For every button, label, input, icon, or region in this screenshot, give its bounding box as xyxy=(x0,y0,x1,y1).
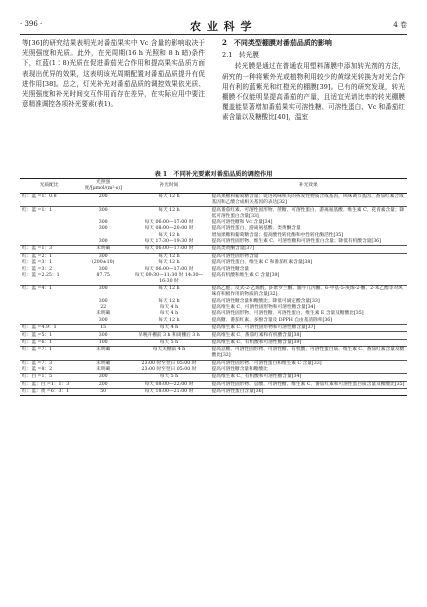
cell-supplement-effect: 提高可溶性固形物含量 xyxy=(210,253,407,260)
cell-supplement-effect: 提高维生素 C、番茄红素和有机酸含量[38] xyxy=(210,332,407,339)
cell-supplement-time: 每天 4 h xyxy=(159,305,179,311)
left-column xyxy=(22,38,205,109)
cell-supplement-effect: 提高可溶性固形物、可溶性糖、可溶性蛋白、维生素 E 含量及糖酸比[35] xyxy=(211,311,364,317)
cell-supplement-time: 每天 5 h xyxy=(128,374,209,381)
cell-light-quality: 红：蓝 =2：1 xyxy=(20,253,78,260)
table-row xyxy=(20,286,407,299)
cell-light-intensity: 300 xyxy=(78,253,128,260)
page-header xyxy=(20,18,407,32)
table-row xyxy=(20,194,407,207)
cell-light-intensity: 300 xyxy=(98,239,108,245)
section-heading: 2 不同类型棚膜对番茄品质的影响 xyxy=(222,38,332,47)
cell-light-intensity: 300 xyxy=(98,219,108,225)
table-row xyxy=(20,325,407,332)
cell-light-quality xyxy=(20,318,78,325)
cell-supplement-time: 每天 4 h xyxy=(159,311,179,317)
table-row xyxy=(20,360,407,367)
cell-supplement-time: 每天 06:00—17:00 时 xyxy=(144,266,194,272)
journal-title: 农 业 科 学 xyxy=(190,20,253,33)
table-row xyxy=(20,246,407,253)
cell-supplement-effect: 提高可溶性糖含量和糖酸比；降低可滴定酸含量[33] xyxy=(211,298,320,304)
cell-supplement-time: 每天 17:30—19:30 时 xyxy=(144,239,194,245)
cell-light-intensity: 300 xyxy=(98,226,108,232)
cell-supplement-effect: 提高糖、番茄红素、多酚含量及 DPPH 自由基清除率[36] xyxy=(211,317,333,323)
cell-supplement-time: 23:00 时至翌日 05:00 时 xyxy=(128,360,209,367)
cell-light-quality: 红：白 =1：5 xyxy=(20,374,78,381)
table-row xyxy=(20,239,407,246)
cell-light-intensity: 300 xyxy=(98,298,108,304)
regulation-table xyxy=(20,178,407,396)
cell-supplement-effect: 提高乙醛、反式-2-乙烯醛、β-紫罗兰酮、髓牛儿丙酮、6-甲基-5-庚烯-2-酮、2-苯乙醇等对风味有积极作用的物质的含量[32] xyxy=(210,286,407,299)
table-row xyxy=(20,332,407,339)
cell-light-quality: 红：蓝 =1：1 xyxy=(20,207,78,220)
header-supplement-time: 补光时间 xyxy=(128,179,209,194)
cell-light-quality: 红：蓝 =1：3 xyxy=(20,246,78,253)
table-header-row xyxy=(20,179,407,194)
cell-light-quality: 红：蓝 =3：1 xyxy=(22,260,53,266)
table-row xyxy=(20,347,407,360)
cell-light-quality: 红：蓝 =7：3 xyxy=(20,360,78,367)
cell-light-intensity: 100 xyxy=(78,339,128,346)
cell-supplement-effect: 提高可溶性糖含量和糖酸比 xyxy=(211,367,268,373)
cell-supplement-effect: 提高维生素 C、有机酸和可溶性糖含量[39] xyxy=(210,339,407,346)
table-row xyxy=(20,318,407,325)
cell-light-intensity: 未明确 xyxy=(78,360,128,367)
cell-supplement-time: 每天 12 h xyxy=(158,260,180,266)
cell-light-quality: 红：蓝：黄 =6：3：1 xyxy=(20,389,78,396)
right-column xyxy=(222,38,405,123)
cell-supplement-effect: 提高可溶性固形物、维生素 C、可溶性糖和可溶性蛋白含量；降低有机酸含量[36] xyxy=(211,239,381,245)
cell-light-intensity: 未明确 xyxy=(96,311,111,317)
left-paragraph: 等[36]的研究结果表明光对番茄果实中 Vc 含量的影响取决于光照强度和光质。此外，在光周期(16 h 光照和 8 h 暗)条件下，红蓝(1∶8)光质在促进番茄光合作用和提高果实品质方面表现出优异的效果，这表明该光周期配置对番茄品质提升有促进作用[38]。总之，灯光补光对番茄品质的调控效果依光质、光照强度和补光时间交互作用而存在差异，在实际应用中要注意精准调控各项补光要素(表1)。 xyxy=(22,39,205,109)
cell-supplement-effect: 提高可溶性蛋白含量[36] xyxy=(210,389,407,396)
cell-supplement-time: 每天 12 h xyxy=(158,317,180,323)
cell-supplement-effect: 提高维生素 C、可溶性固形物和可溶性糖含量[37] xyxy=(210,325,407,332)
cell-light-intensity: 未明确 xyxy=(78,246,128,253)
cell-supplement-effect: 提高总糖、可溶性固形物、可溶性糖、有机酸、可溶性蛋白质、维生素 C、番茄红素含量及糖酸比[32] xyxy=(210,347,407,360)
cell-supplement-effect: 提高番茄红素、可溶性固形物、蔗糖、可溶性蛋白、游离氨基酸、维生素 C、花青素含量；降低可溶性蛋白含量[33] xyxy=(210,207,407,220)
cell-light-quality: 红：蓝 =1：0.8 xyxy=(20,194,78,207)
cell-supplement-effect: 提高类黄酮含量[37] xyxy=(210,246,407,253)
cell-supplement-time: 每天 12 h xyxy=(158,232,180,238)
cell-light-quality: 红：蓝 =4.9：1 xyxy=(20,325,78,332)
cell-light-intensity: 22 xyxy=(100,305,107,311)
cell-light-intensity: 300 xyxy=(98,317,108,323)
cell-light-quality: 红：蓝 =4：1 xyxy=(20,286,78,299)
cell-light-intensity: 50 xyxy=(78,389,128,396)
right-paragraph: 转光膜是通过在普通农用塑料薄膜中添加转光剂的方法，研究的一种将紫外光或植物利用较少的黄绿光转换为对光合作用有利的蓝紫光和红橙光的棚膜[39]。已有的研究发现，转光棚膜不仅能明显提高番茄的产量，且适宜光谱比率的转光棚膜覆盖能显著增加番茄果实可溶性糖、可溶性蛋白、Vc 和番茄红素含量以及糖酸比[40]，温室 xyxy=(222,62,405,122)
table-row xyxy=(20,253,407,260)
cell-light-quality xyxy=(20,239,78,246)
cell-supplement-time: 每天 12 h xyxy=(128,253,209,260)
table-row xyxy=(20,367,407,374)
cell-light-intensity: 300 xyxy=(78,374,128,381)
cell-supplement-time: 每天 18:00—21:00 时 xyxy=(128,389,209,396)
header-light-intensity: 光照强度/[μmol/(m²·s)] xyxy=(78,179,128,194)
cell-supplement-effect: 提高维生素 C、可溶性固形物和可溶性糖含量[34] xyxy=(211,305,316,311)
cell-supplement-time: 23:00 时至翌日 05:00 时 xyxy=(141,367,197,373)
table-body xyxy=(20,194,407,396)
header-light-quality: 光质配比 xyxy=(20,179,78,194)
cell-light-intensity: 200 xyxy=(78,381,128,388)
cell-supplement-time: 每天 09:30—11:30 时 14:30—16:30 时 xyxy=(134,272,204,284)
table-container xyxy=(20,178,407,396)
table-row xyxy=(20,374,407,381)
table-row xyxy=(20,389,407,396)
cell-supplement-effect: 提高果糖和葡萄糖含量；促进风味相关的挥发性物质合成基因，风味调节基因、番茄红素合成基因和乙酸合成相关基因的表达[32] xyxy=(210,194,407,207)
page-number: · 396 · xyxy=(20,20,43,28)
cell-supplement-time: 每天 08:00—22:00 时 xyxy=(128,381,209,388)
table-caption: 表 1 不同补光要素对番茄品质的调控作用 xyxy=(154,171,273,178)
cell-supplement-time: 每天 12 h xyxy=(128,207,209,220)
cell-light-intensity: 300 xyxy=(98,266,108,272)
cell-supplement-time: 每天 12 h xyxy=(128,286,209,299)
table-row xyxy=(20,273,407,286)
cell-supplement-effect: 提高有机酸和维生素 C 含量[39] xyxy=(211,272,280,278)
header-supplement-effect: 补光效果 xyxy=(210,179,407,194)
cell-supplement-effect: 提高可溶性蛋白、维生素 C 和番茄红素含量[38] xyxy=(211,260,313,266)
cell-supplement-effect: 提高可溶性蛋白、游离氨基酸、类黄酮含量 xyxy=(211,226,301,232)
cell-supplement-time: 每天 08:00—20:00 时 xyxy=(144,226,194,232)
cell-supplement-time: 早晚开棚前 3 h 和闭棚后 3 h xyxy=(128,332,209,339)
header-rule xyxy=(20,34,407,35)
cell-light-quality: 红：蓝 =5：1 xyxy=(20,332,78,339)
cell-supplement-effect: 提高维生素 C、有机酸和可溶性糖含量[34] xyxy=(210,374,407,381)
cell-supplement-time: 每天 12 h xyxy=(158,298,180,304)
cell-light-intensity: 300 xyxy=(78,207,128,220)
cell-light-quality: 红：蓝 =8：2 xyxy=(22,367,53,373)
cell-supplement-time: 每天 12 h xyxy=(128,194,209,207)
cell-supplement-effect: 提高可溶性糖和 Vc 含量[34] xyxy=(211,219,273,225)
cell-supplement-effect: 提高可溶性糖含量 xyxy=(211,266,250,272)
cell-light-intensity: 15 xyxy=(78,325,128,332)
cell-supplement-time: 每天 5 h xyxy=(128,339,209,346)
cell-supplement-time: 每天关棚前 4 h xyxy=(128,347,209,360)
cell-light-intensity: 未明确 xyxy=(78,347,128,360)
cell-light-intensity: 300 xyxy=(78,332,128,339)
volume-label: 4 卷 xyxy=(393,21,407,29)
cell-light-intensity: 200 xyxy=(78,194,128,207)
table-row xyxy=(20,339,407,346)
subsection-heading: 2.1 转光膜 xyxy=(222,51,259,60)
cell-supplement-effect: 增加果糖和葡萄糖含量；提高酸性转化酶和中性转化酶活性[35] xyxy=(211,232,344,238)
cell-light-intensity: (200±10) xyxy=(91,260,115,266)
cell-supplement-time: 每天 06:00—17:00 时 xyxy=(144,219,194,225)
cell-supplement-effect: 提高可溶性固形物、总酸、可溶性糖、维生素 C、番茄红素和可溶性蛋白质含量及糖酸比[35] xyxy=(210,381,407,388)
table-row xyxy=(20,381,407,388)
cell-light-intensity: 87.75 xyxy=(96,272,110,278)
cell-light-quality: 红：蓝：白 =1：1：3 xyxy=(20,381,78,388)
cell-light-intensity: 未明确 xyxy=(96,367,111,373)
cell-light-quality: 红：蓝 =2.25：1 xyxy=(22,272,60,278)
cell-supplement-effect: 提高可溶性固形物、可溶性蛋白和维生素 C 含量[33] xyxy=(210,360,407,367)
cell-light-intensity: 300 xyxy=(78,286,128,299)
cell-light-quality: 红：蓝 =6：1 xyxy=(20,339,78,346)
cell-supplement-time: 每天 06:00—17:00 时 xyxy=(128,246,209,253)
cell-light-quality: 红：蓝 =7：1 xyxy=(20,347,78,360)
cell-light-quality: 红：蓝 =3：2 xyxy=(22,266,53,272)
cell-supplement-time: 每天 4 h xyxy=(128,325,209,332)
table-row xyxy=(20,207,407,220)
